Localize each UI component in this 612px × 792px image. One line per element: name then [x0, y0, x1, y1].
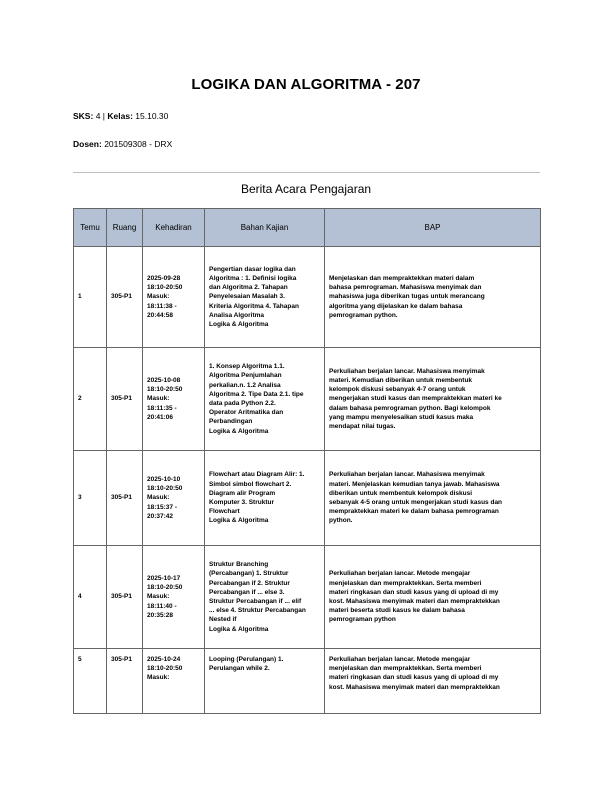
- cell-kehadiran-line: 18:15:37 -: [147, 503, 177, 511]
- cell-temu: 1: [74, 247, 107, 348]
- cell-kehadiran: [143, 451, 205, 546]
- cell-bahan-kajian-line: Komputer 3. Struktur: [209, 499, 275, 506]
- cell-kehadiran-line: 2025-09-28: [147, 274, 181, 282]
- cell-bap-line: diberikan untuk membentuk kelompok diskusi: [329, 489, 473, 497]
- cell-kehadiran-line: 18:11:38 -: [147, 302, 177, 310]
- cell-bap-line: pemrograman python.: [329, 311, 398, 319]
- cell-bap-line: dalam bahasa pemrograman python. Bagi kelompok: [329, 404, 491, 412]
- cell-temu: 3: [74, 451, 107, 546]
- cell-bap-line: python.: [329, 517, 353, 525]
- cell-kehadiran-line: Masuk:: [147, 494, 170, 502]
- cell-bap-line: Menjelaskan dan mempraktekkan materi dalam: [329, 274, 475, 282]
- dosen-label: Dosen:: [73, 139, 102, 149]
- cell-kehadiran-line: 18:10-20:50: [147, 485, 183, 493]
- cell-ruang: 305-P1: [107, 348, 143, 451]
- lecturer-info: [73, 139, 172, 149]
- cell-bahan-kajian-line: Algoritma 2. Tipe Data 2.1. tipe: [209, 390, 304, 398]
- cell-ruang: 305-P1: [107, 649, 143, 714]
- cell-bap-line: mempraktekkan materi ke dalam bahasa pemrograman: [329, 508, 499, 516]
- cell-bap-line: Perkuliahan berjalan lancar. Mahasiswa menyimak: [329, 367, 485, 375]
- cell-temu: 4: [74, 546, 107, 649]
- cell-kehadiran-line: 18:10-20:50: [147, 386, 183, 394]
- cell-kehadiran-line: 18:11:40 -: [147, 602, 177, 610]
- cell-bahan-kajian: [205, 451, 325, 546]
- cell-kehadiran-line: Masuk:: [147, 293, 170, 301]
- cell-bap-line: materi beserta studi kasus ke dalam bahasa: [329, 607, 465, 615]
- cell-bap-line: pemrograman python: [329, 616, 396, 624]
- cell-bahan-kajian: [205, 649, 325, 714]
- cell-kehadiran-line: 18:11:35 -: [147, 404, 177, 412]
- cell-bap-line: yang mampu menyelesaikan studi kasus maka: [329, 413, 474, 421]
- cell-kehadiran-line: 20:37:42: [147, 512, 174, 520]
- cell-bahan-kajian-line: Pengertian dasar logika dan: [209, 265, 296, 273]
- separator: |: [102, 111, 106, 121]
- cell-bahan-kajian-line: Logika & Algoritma: [209, 321, 269, 329]
- sks-label: SKS:: [73, 111, 94, 121]
- cell-kehadiran-line: 2025-10-10: [147, 475, 181, 483]
- cell-bap: [325, 348, 541, 451]
- cell-bap-line: mengerjakan studi kasus dan mempraktekkan materi ke: [329, 395, 502, 403]
- cell-bap-line: menjelaskan dan mempraktekkan. Serta memberi: [329, 665, 482, 673]
- cell-kehadiran-line: 18:10-20:50: [147, 584, 183, 592]
- cell-bap-line: mahasiswa juga diberikan tugas untuk merancang: [329, 293, 485, 301]
- sks-value: 4: [95, 111, 101, 121]
- table-header-row: [74, 209, 541, 247]
- cell-bahan-kajian-line: Logika & Algoritma: [209, 427, 269, 435]
- cell-kehadiran-line: 2025-10-08: [147, 376, 181, 384]
- cell-kehadiran-line: Masuk:: [147, 593, 170, 601]
- cell-bap-line: materi. Menjelaskan kemudian tanya jawab. Mahasiswa: [329, 480, 500, 488]
- cell-bap-line: materi ringkasan dan studi kasus yang di upload di my: [329, 588, 499, 596]
- cell-bahan-kajian-line: Struktur Branching: [209, 561, 269, 569]
- header-ruang: Ruang: [107, 209, 143, 247]
- header-kehadiran: Kehadiran: [143, 209, 205, 247]
- cell-ruang: 305-P1: [107, 247, 143, 348]
- table-row: [74, 348, 541, 451]
- cell-bahan-kajian-line: Perbandingan: [209, 418, 253, 426]
- cell-ruang: 305-P1: [107, 451, 143, 546]
- cell-bahan-kajian-line: data pada Python 2.2.: [209, 400, 276, 407]
- cell-kehadiran-line: 2025-10-24: [147, 656, 181, 663]
- cell-kehadiran-line: 2025-10-17: [147, 574, 181, 582]
- cell-bahan-kajian-line: Algoritma : 1. Definisi logika: [209, 274, 297, 282]
- header-bahan-kajian: Bahan Kajian: [205, 209, 325, 247]
- cell-bap-line: Perkuliahan berjalan lancar. Metode mengajar: [329, 570, 471, 578]
- table-row: [74, 247, 541, 348]
- cell-bap-line: Perkuliahan berjalan lancar. Metode mengajar: [329, 656, 471, 663]
- cell-bahan-kajian-line: Simbol simbol flowchart 2.: [209, 480, 292, 488]
- cell-bahan-kajian-line: (Percabangan) 1. Struktur: [209, 570, 289, 578]
- cell-bahan-kajian-line: Percabangan if ... else 3.: [209, 588, 285, 596]
- cell-bahan-kajian-line: Logika & Algoritma: [209, 625, 269, 633]
- cell-bahan-kajian: [205, 247, 325, 348]
- table-row: [74, 546, 541, 649]
- dosen-value: 201509308 - DRX: [104, 139, 173, 149]
- cell-kehadiran: [143, 247, 205, 348]
- cell-bahan-kajian-line: 1. Konsep Algoritma 1.1.: [209, 363, 285, 371]
- cell-bahan-kajian: [205, 348, 325, 451]
- cell-kehadiran-line: 18:10-20:50: [147, 284, 183, 292]
- cell-bahan-kajian-line: Flowchart atau Diagram Alir: 1.: [209, 471, 305, 479]
- cell-bap-line: menjelaskan dan mempraktekkan. Serta memberi: [329, 579, 482, 587]
- cell-bap-line: materi ringkasan dan studi kasus yang di upload di my: [329, 674, 499, 682]
- cell-ruang: 305-P1: [107, 546, 143, 649]
- cell-kehadiran-line: Masuk:: [147, 395, 170, 403]
- cell-bahan-kajian-line: Operator Aritmatika dan: [209, 409, 284, 417]
- cell-bahan-kajian-line: Penyelesaian Masalah 3.: [209, 293, 285, 301]
- cell-bahan-kajian-line: dan Algoritma 2. Tahapan: [209, 284, 288, 292]
- cell-bap: [325, 546, 541, 649]
- cell-bap-line: mendapat nilai tugas.: [329, 423, 396, 431]
- document-title: LOGIKA DAN ALGORITMA - 207: [191, 76, 421, 93]
- cell-bap: [325, 649, 541, 714]
- cell-kehadiran-line: Masuk:: [147, 674, 170, 682]
- cell-bap-line: algoritma yang dijelaskan ke dalam bahasa: [329, 302, 463, 310]
- kelas-label: Kelas:: [107, 111, 133, 121]
- cell-bap-line: Perkuliahan berjalan lancar. Mahasiswa menyimak: [329, 471, 485, 479]
- cell-bahan-kajian-line: Logika & Algoritma: [209, 517, 269, 525]
- cell-kehadiran: [143, 348, 205, 451]
- cell-bahan-kajian-line: Diagram alir Program: [209, 489, 276, 497]
- cell-temu: 5: [74, 649, 107, 714]
- cell-temu: 2: [74, 348, 107, 451]
- section-title: Berita Acara Pengajaran: [240, 182, 372, 196]
- cell-bahan-kajian-line: Kriteria Algoritma 4. Tahapan: [209, 302, 299, 310]
- cell-bahan-kajian-line: ... else 4. Struktur Percabangan: [209, 607, 306, 615]
- cell-bap: [325, 247, 541, 348]
- cell-kehadiran-line: 20:41:06: [147, 413, 174, 421]
- cell-bahan-kajian-line: Algoritma Penjumlahan: [209, 372, 282, 380]
- header-temu: Temu: [74, 209, 107, 247]
- cell-bahan-kajian-line: Looping (Perulangan) 1.: [209, 656, 284, 663]
- cell-bahan-kajian: [205, 546, 325, 649]
- table-row: [74, 451, 541, 546]
- cell-bap-line: kost. Mahasiswa menyimak materi dan mempraktekkan: [329, 598, 500, 605]
- cell-kehadiran: [143, 546, 205, 649]
- cell-bahan-kajian-line: Struktur Percabangan if ... elif: [209, 598, 302, 605]
- cell-bahan-kajian-line: perkalian.n. 1.2 Analisa: [209, 381, 281, 389]
- table-row: [74, 649, 541, 714]
- cell-bahan-kajian-line: Nested if: [209, 616, 237, 624]
- divider: [73, 172, 540, 173]
- cell-bahan-kajian-line: Flowchart: [209, 508, 240, 516]
- course-info: [73, 111, 168, 121]
- cell-kehadiran-line: 20:35:28: [147, 611, 174, 619]
- cell-bap-line: kost. Mahasiswa menyimak materi dan mempraktekkan: [329, 683, 500, 691]
- cell-bap-line: sebanyak 4-5 orang untuk mengerjakan studi kasus dan: [329, 499, 503, 506]
- header-bap: BAP: [325, 209, 541, 247]
- cell-kehadiran: [143, 649, 205, 714]
- cell-bap-line: materi. Kemudian diberikan untuk membentuk: [329, 376, 473, 384]
- cell-bap-line: kelompok diskusi sebanyak 4-7 orang untuk: [329, 386, 466, 394]
- cell-kehadiran-line: 18:10-20:50: [147, 665, 183, 673]
- kelas-value: 15.10.30: [135, 111, 169, 121]
- bap-table: [73, 208, 541, 714]
- cell-bap: [325, 451, 541, 546]
- cell-bap-line: bahasa pemrograman. Mahasiswa menyimak dan: [329, 284, 482, 292]
- cell-bahan-kajian-line: Perulangan while 2.: [209, 665, 270, 673]
- cell-bahan-kajian-line: Percabangan if 2. Struktur: [209, 579, 290, 587]
- cell-kehadiran-line: 20:44:58: [147, 311, 174, 319]
- cell-bahan-kajian-line: Analisa Algoritma: [209, 311, 265, 319]
